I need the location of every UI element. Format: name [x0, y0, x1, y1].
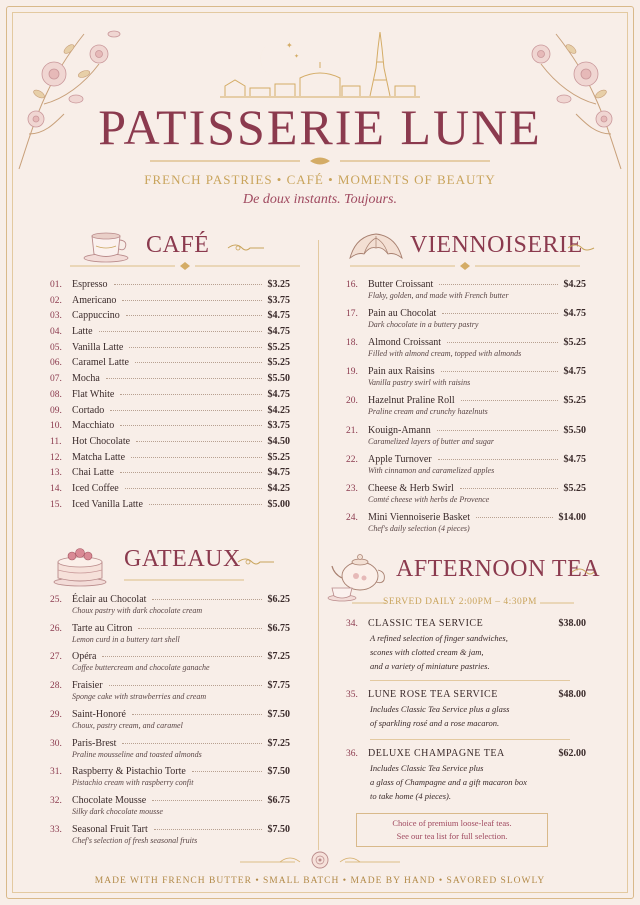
item-number: 12. — [50, 452, 62, 463]
item-line — [50, 623, 290, 634]
item-price: $7.25 — [267, 737, 290, 749]
item-number: 33. — [50, 824, 62, 835]
item-name: Pain au Chocolat — [368, 308, 437, 320]
flourish-icon — [566, 242, 596, 254]
item-name: Cortado — [72, 404, 105, 416]
item-number: 05. — [50, 342, 62, 353]
item-description: Chef's daily selection (4 pieces) — [368, 523, 470, 533]
item-description: Coffee buttercream and chocolate ganache — [72, 663, 210, 673]
item-number: 17. — [346, 309, 358, 320]
item-name: Opéra — [72, 651, 97, 663]
dot-leader — [152, 599, 261, 600]
item-price: $3.75 — [267, 294, 290, 306]
svg-text:✦: ✦ — [294, 53, 300, 60]
menu-item — [50, 483, 290, 499]
item-name: Fraisier — [72, 680, 103, 692]
dot-leader — [439, 284, 557, 285]
item-price: $5.25 — [563, 337, 586, 349]
item-name: Butter Croissant — [368, 279, 434, 290]
cafe-title: CAFÉ — [146, 232, 210, 258]
item-line — [346, 512, 586, 523]
item-line — [346, 279, 586, 290]
item-price: $7.50 — [267, 823, 290, 835]
item-price: $4.25 — [563, 279, 586, 290]
menu-item — [50, 738, 290, 759]
item-name: Americano — [72, 294, 117, 306]
item-line — [50, 651, 290, 662]
menu-item — [346, 337, 586, 358]
item-description: Choux pastry with dark chocolate cream — [72, 606, 203, 615]
item-price: $62.00 — [558, 748, 586, 759]
dot-leader — [114, 284, 262, 285]
menu-item — [50, 436, 290, 452]
item-description: Lemon curd in a buttery tart shell — [72, 634, 180, 644]
item-name: Almond Croissant — [368, 337, 442, 349]
menu-item — [346, 483, 586, 504]
heading-underline-icon — [350, 262, 580, 270]
dot-leader — [132, 714, 262, 715]
menu-item — [50, 389, 290, 405]
description-line: Includes Classic Tea Service plus — [370, 763, 484, 773]
item-number: 08. — [50, 389, 62, 400]
menu-item — [50, 420, 290, 436]
description-line: a glass of Champagne and a gift macaron box — [370, 777, 527, 787]
dot-leader — [437, 430, 558, 431]
description-line: Includes Classic Tea Service plus a glass — [370, 704, 510, 714]
item-price: $5.25 — [267, 451, 290, 463]
item-price: $6.75 — [267, 622, 290, 634]
item-number: 15. — [50, 499, 62, 510]
item-name: Hot Chocolate — [72, 435, 131, 447]
item-price: $3.75 — [267, 420, 290, 432]
menu-item — [50, 310, 290, 326]
description-line: A refined selection of finger sandwiches, — [370, 633, 508, 643]
dot-leader — [476, 517, 553, 518]
menu-item — [50, 623, 290, 644]
item-price: $5.50 — [267, 373, 290, 385]
item-number: 30. — [50, 738, 62, 749]
heading-underline-icon — [124, 576, 244, 584]
tea-service-name: LUNE ROSE TEA SERVICE — [368, 689, 498, 700]
item-description: Praline cream and crunchy hazelnuts — [368, 407, 488, 417]
title-divider-icon — [150, 156, 490, 166]
item-number: 29. — [50, 709, 62, 720]
item-number: 16. — [346, 280, 358, 290]
item-number: 19. — [346, 367, 358, 378]
menu-item — [50, 795, 290, 816]
item-name: Saint-Honoré — [72, 708, 126, 720]
dot-leader — [106, 378, 262, 379]
menu-item — [50, 499, 290, 515]
menu-item — [346, 454, 586, 475]
item-description: Comté cheese with herbs de Provence — [368, 494, 490, 504]
item-number: 26. — [50, 623, 62, 634]
tea-service-item — [346, 748, 586, 803]
dot-leader — [442, 313, 557, 314]
tea-service-item — [346, 689, 586, 730]
item-price: $6.25 — [267, 594, 290, 605]
item-name: Chocolate Mousse — [72, 794, 147, 806]
dot-leader — [110, 410, 261, 411]
item-number: 36. — [346, 749, 358, 759]
item-number: 14. — [50, 483, 62, 494]
item-price: $7.50 — [267, 766, 290, 778]
tea-service-description — [370, 761, 586, 803]
item-line — [346, 395, 586, 406]
cafe-heading — [146, 232, 209, 259]
item-price: $5.25 — [563, 395, 586, 407]
item-name: Iced Vanilla Latte — [72, 498, 143, 510]
tea-service-line — [346, 748, 586, 759]
item-line — [346, 366, 586, 377]
item-price: $4.75 — [563, 453, 586, 465]
item-description: Dark chocolate in a buttery pastry — [368, 320, 479, 330]
dot-leader — [102, 656, 261, 657]
menu-item — [50, 594, 290, 615]
menu-item — [50, 452, 290, 468]
item-price: $4.75 — [267, 326, 290, 338]
item-description: Choux, pastry cream, and caramel — [72, 720, 183, 730]
rose-ornament-icon — [240, 848, 400, 872]
item-description: With cinnamon and caramelized apples — [368, 465, 495, 475]
dot-leader — [136, 441, 261, 442]
item-line — [50, 594, 290, 605]
description-line: to take home (4 pieces). — [370, 791, 451, 801]
item-price: $5.00 — [267, 498, 290, 510]
dot-leader — [438, 459, 558, 460]
menu-item — [50, 373, 290, 389]
item-price: $38.00 — [558, 618, 586, 629]
item-line — [50, 766, 290, 777]
item-price: $4.25 — [267, 482, 290, 494]
item-name: Mini Viennoiserie Basket — [368, 511, 470, 523]
item-number: 10. — [50, 421, 62, 432]
item-number: 11. — [50, 436, 62, 447]
tea-service-item — [346, 618, 586, 673]
restaurant-title: PATISSERIE LUNE — [98, 99, 542, 155]
dot-leader — [441, 371, 558, 372]
item-price: $5.25 — [267, 357, 290, 369]
tea-note-box — [356, 813, 548, 847]
menu-item — [50, 357, 290, 373]
menu-item — [50, 467, 290, 483]
menu-item — [50, 709, 290, 730]
item-line — [50, 795, 290, 806]
item-name: Paris-Brest — [72, 737, 117, 749]
item-name: Caramel Latte — [72, 357, 129, 369]
dot-leader — [461, 400, 558, 401]
item-description: Chef's selection of fresh seasonal fruits — [72, 835, 198, 845]
menu-item — [50, 342, 290, 358]
item-price: $48.00 — [558, 689, 586, 700]
tea-service-line — [346, 618, 586, 629]
dot-leader — [120, 394, 261, 395]
item-name: Iced Coffee — [72, 482, 119, 494]
item-number: 32. — [50, 795, 62, 806]
description-line: scones with clotted cream & jam, — [370, 647, 484, 657]
dot-leader — [154, 829, 262, 830]
dot-leader — [122, 743, 261, 744]
item-number: 35. — [346, 690, 358, 700]
menu-item — [50, 405, 290, 421]
item-name: Matcha Latte — [72, 451, 126, 463]
item-name: Seasonal Fruit Tart — [72, 823, 148, 835]
tea-service-name: CLASSIC TEA SERVICE — [368, 618, 484, 629]
item-price: $3.25 — [267, 279, 290, 290]
item-line — [50, 709, 290, 720]
menu-item — [50, 680, 290, 701]
item-line — [50, 824, 290, 835]
tea-note-line: Choice of premium loose-leaf teas. — [392, 818, 512, 828]
item-number: 18. — [346, 338, 358, 349]
item-price: $4.75 — [267, 388, 290, 400]
menu-item — [346, 395, 586, 416]
item-number: 07. — [50, 374, 62, 385]
item-number: 34. — [346, 619, 358, 629]
dot-leader — [131, 457, 261, 458]
dot-leader — [120, 472, 262, 473]
gateaux-title: GATEAUX — [124, 546, 241, 572]
item-price: $5.25 — [267, 341, 290, 353]
menu-item — [50, 824, 290, 845]
item-line — [346, 483, 586, 494]
cafe-menu-list — [50, 279, 290, 514]
item-number: 02. — [50, 295, 62, 306]
dot-leader — [460, 488, 558, 489]
divider-line-icon — [352, 601, 386, 605]
dot-leader — [152, 800, 261, 801]
item-description: Sponge cake with strawberries and cream — [72, 692, 207, 702]
tea-service-line — [346, 689, 586, 700]
item-number: 28. — [50, 681, 62, 692]
heading-underline-icon — [70, 262, 300, 270]
item-price: $7.50 — [267, 708, 290, 720]
item-description: Vanilla pastry swirl with raisins — [368, 378, 471, 388]
item-name: Raspberry & Pistachio Torte — [72, 766, 186, 778]
item-number: 13. — [50, 468, 62, 479]
item-line — [346, 425, 586, 436]
item-description: Caramelized layers of butter and sugar — [368, 436, 494, 446]
dot-leader — [120, 425, 261, 426]
item-number: 22. — [346, 454, 358, 465]
item-description: Silky dark chocolate mousse — [72, 806, 163, 816]
item-price: $6.75 — [267, 794, 290, 806]
coffee-cup-icon — [82, 226, 132, 264]
menu-item — [346, 512, 586, 533]
item-number: 21. — [346, 425, 358, 436]
column-divider — [318, 240, 319, 850]
item-description: Filled with almond cream, topped with almonds — [368, 349, 522, 359]
item-number: 27. — [50, 652, 62, 663]
item-line — [50, 738, 290, 749]
item-price: $4.75 — [563, 308, 586, 320]
cake-icon — [52, 540, 108, 588]
item-name: Vanilla Latte — [72, 341, 124, 353]
item-name: Kouign-Amann — [368, 424, 431, 436]
item-name: Latte — [72, 326, 93, 338]
menu-item — [50, 766, 290, 787]
item-number: 25. — [50, 595, 62, 605]
flourish-icon — [570, 566, 596, 578]
dot-leader — [192, 771, 262, 772]
item-number: 01. — [50, 280, 62, 290]
item-number: 09. — [50, 405, 62, 416]
menu-item — [50, 279, 290, 295]
item-line — [50, 680, 290, 691]
dot-leader — [129, 347, 261, 348]
tea-service-description — [370, 631, 586, 673]
dot-leader — [138, 628, 261, 629]
tea-service-name: DELUXE CHAMPAGNE TEA — [368, 748, 505, 759]
item-line — [346, 308, 586, 319]
svg-text:✦: ✦ — [286, 41, 293, 50]
item-name: Mocha — [72, 373, 100, 385]
menu-item — [346, 308, 586, 329]
afternoon-tea-title: AFTERNOON TEA — [396, 556, 601, 582]
dot-leader — [125, 488, 262, 489]
menu-item — [50, 651, 290, 672]
item-name: Cheese & Herb Swirl — [368, 482, 454, 494]
item-number: 04. — [50, 327, 62, 338]
flourish-icon — [226, 242, 266, 254]
item-price: $4.25 — [267, 404, 290, 416]
menu-item — [346, 425, 586, 446]
tea-service-hours: SERVED DAILY 2:00PM – 4:30PM — [383, 597, 537, 607]
item-price: $7.75 — [267, 680, 290, 692]
tagline: FRENCH PASTRIES • CAFÉ • MOMENTS OF BEAUTY — [144, 172, 496, 187]
dot-leader — [122, 300, 261, 301]
menu-item — [50, 295, 290, 311]
item-price: $4.75 — [267, 467, 290, 479]
item-price: $4.50 — [267, 435, 290, 447]
item-number: 24. — [346, 512, 358, 523]
dot-leader — [99, 331, 262, 332]
divider-line-icon — [540, 601, 574, 605]
tea-note-line: See our tea list for full selection. — [396, 831, 508, 841]
menu-item — [346, 366, 586, 387]
tea-service-description — [370, 702, 586, 730]
viennoiserie-heading — [410, 232, 583, 259]
viennoiserie-title: VIENNOISERIE — [410, 232, 583, 258]
description-line: and a variety of miniature pastries. — [370, 661, 490, 671]
gateaux-heading — [124, 546, 241, 573]
item-name: Espresso — [72, 279, 108, 290]
dot-leader — [109, 685, 262, 686]
subtitle: De doux instants. Toujours. — [243, 192, 397, 207]
item-price: $5.50 — [563, 424, 586, 436]
item-description: Pistachio cream with raspberry confit — [72, 778, 194, 788]
item-name: Hazelnut Praline Roll — [368, 395, 455, 407]
tea-separator — [370, 739, 570, 740]
menu-item — [50, 326, 290, 342]
dot-leader — [447, 342, 557, 343]
footer-tagline: MADE WITH FRENCH BUTTER • SMALL BATCH • MADE BY HAND • SAVORED SLOWLY — [94, 876, 546, 886]
dot-leader — [135, 362, 262, 363]
item-line — [346, 454, 586, 465]
item-description: Flaky, golden, and made with French butter — [368, 291, 509, 300]
item-number: 23. — [346, 483, 358, 494]
item-number: 20. — [346, 396, 358, 407]
item-price: $4.75 — [267, 310, 290, 322]
item-number: 06. — [50, 358, 62, 369]
item-description: Praline mousseline and toasted almonds — [72, 749, 202, 759]
paris-skyline-icon — [220, 28, 420, 100]
tea-separator — [370, 680, 570, 681]
dot-leader — [149, 504, 262, 505]
description-line: of sparkling rosé and a rose macaron. — [370, 718, 500, 728]
teapot-icon — [326, 544, 388, 604]
item-name: Chai Latte — [72, 467, 114, 479]
item-name: Éclair au Chocolat — [72, 594, 147, 605]
item-name: Pain aux Raisins — [368, 366, 435, 378]
item-name: Tarte au Citron — [72, 622, 133, 634]
item-number: 03. — [50, 311, 62, 322]
item-price: $14.00 — [558, 511, 586, 523]
flourish-icon — [236, 556, 276, 568]
item-name: Flat White — [72, 388, 115, 400]
item-name: Apple Turnover — [368, 453, 432, 465]
item-line — [346, 337, 586, 348]
item-name: Macchiato — [72, 420, 115, 432]
item-name: Cappuccino — [72, 310, 120, 322]
dot-leader — [126, 315, 262, 316]
menu-item — [346, 279, 586, 300]
item-price: $4.75 — [563, 366, 586, 378]
item-price: $7.25 — [267, 651, 290, 663]
item-number: 31. — [50, 767, 62, 778]
item-price: $5.25 — [563, 482, 586, 494]
